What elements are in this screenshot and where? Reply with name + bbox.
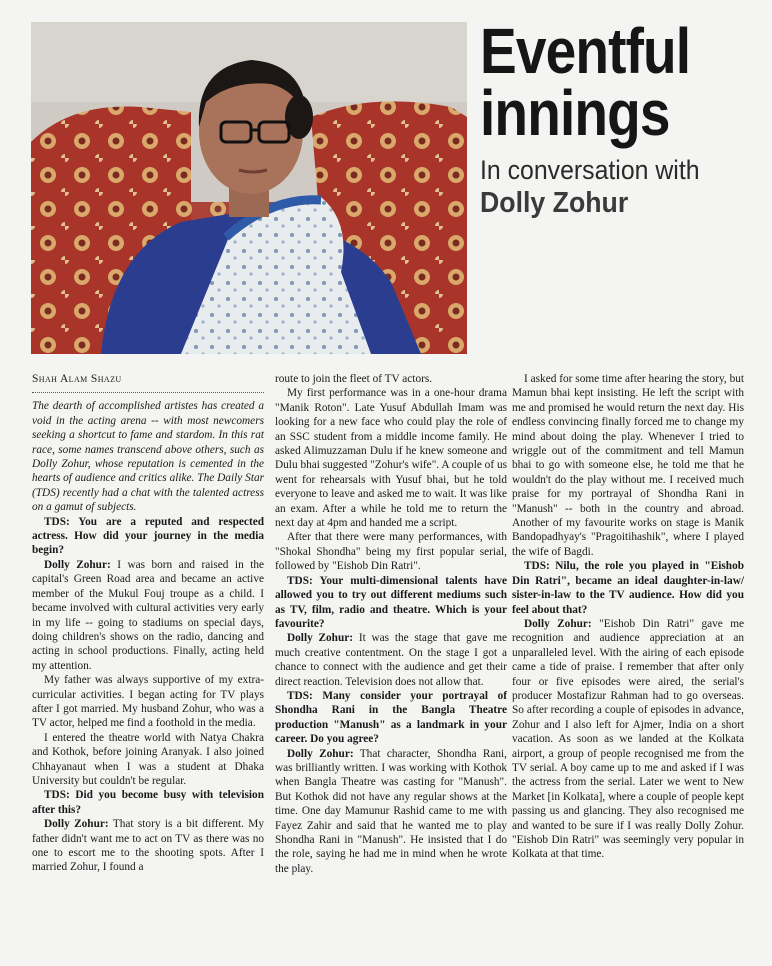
question-text: Did you become busy with television after this? [32, 789, 264, 816]
answer-text: That character, Shondha Rani, was brilliantly written. I was working with Kothok when Bangla Theatre was casting for "Manush". But Kothok did not have any regular shows at the time. One day Mamunur Rashid came to me with Fayez Zahir and said that he wanted me to play Shondha Rani in "Manush". He insisted that I do the role, saying he had me in mind when he wrote the play. [275, 747, 507, 875]
byline-divider [32, 392, 264, 393]
speaker-label: Dolly Zohur: [44, 818, 109, 831]
headline-block [480, 15, 765, 220]
body-paragraph: My first performance was in a one-hour drama "Manik Roton". Late Yusuf Abdullah Imam was looking for a new face who could play the role of an SSC student from a middle income family. He asked Alimuzzaman Dulu if he knew someone and Dulu bhai suggested "Zohur's wife". A couple of us went for rehearsals with Yusuf bhai, but he told everyone to leave and asked me to wait. It was like an exam. After a while he told me to return the next day at 4pm and handed me a script. [275, 387, 507, 530]
question-text: Your multi-dimensional talents have allowed you to try out different mediums such as TV, film, radio and theatre. Which is your favourite? [275, 574, 507, 630]
speaker-label: Dolly Zohur: [44, 558, 111, 571]
speaker-label: TDS: [524, 560, 550, 573]
body-paragraph: My father was always supportive of my extra-curricular activities. I began acting for TV plays after I got married. My husband Zohur, who was a TV actor, helped me find a foothold in the media. [32, 674, 264, 730]
question-paragraph [275, 574, 507, 632]
portrait-illustration [31, 22, 467, 354]
headline-title: Eventful innings [480, 15, 691, 149]
answer-paragraph [512, 617, 744, 862]
question-text: Nilu, the role you played in "Eishob Din Ratri", became an ideal daughter-in-law/ sister-in-law to the TV audience. How did you feel about that? [512, 560, 744, 616]
question-text: You are a reputed and respected actress. How did your journey in the media begin? [32, 515, 264, 557]
speaker-label: TDS: [44, 515, 70, 528]
portrait-photo [31, 22, 467, 354]
body-paragraph: After that there were many performances, with "Shokal Shondha" being my first popular serial, followed by "Eishob Din Ratri". [275, 531, 507, 573]
intro-paragraph: The dearth of accomplished artistes has created a void in the acting arena -- with most newcomers seeking a shortcut to fame and stardom. In this rat race, some names transcend above others, such as Dolly Zohur, whose reputation is cemented in the hearts of audience and critics alike. The Daily Star (TDS) recently had a chat with the talented actress on a gamut of subjects. [32, 400, 264, 514]
speaker-label: Dolly Zohur: [287, 632, 354, 645]
article-column-3 [512, 372, 744, 862]
headline-subtitle: In conversation with [480, 155, 700, 185]
body-paragraph: I asked for some time after hearing the story, but Mamun bhai kept insisting. He left the script with me and promised he would return the next day. His endless convincing finally forced me to change my mind about doing the play. Whenever I tried to wriggle out of the commitment and tell Mamun bhai to go with someone else, he told me that he wouldn't do the play without me. I received much praise for my portrayal of Shondha Rani in "Manush" -- both in the country and abroad. Another of my favourite works on stage is Manik Bandopadhyay's "Pragoitihashik", where I played the wife of Bagdi. [512, 373, 744, 558]
question-paragraph [32, 788, 264, 817]
answer-text: That story is a bit different. My father didn't want me to act on TV as there was no one to escort me to the shooting spots. After I married Zohur, I found a [32, 818, 264, 874]
answer-text: I was born and raised in the capital's Green Road area and became an active member of the Mukul Fouj troupe as a child. I became involved with cultural activities very early in my life -- going to stadiums on special days, doing children's shows on the radio, dancing and acting in school productions. Finally, acting held my attention. [32, 558, 264, 672]
speaker-label: TDS: [287, 689, 313, 702]
question-paragraph [512, 559, 744, 617]
question-text: Many consider your portrayal of Shondha Rani in the Bangla Theatre production "Manush" as a landmark in your career. Do you agree? [275, 689, 507, 746]
body-paragraph: I entered the theatre world with Natya Chakra and Kothok, before joining Aranyak. I also joined Chhayanaut when I was a student at Dhaka University but couldn't be regular. [32, 731, 264, 787]
question-paragraph [32, 515, 264, 558]
answer-paragraph [32, 817, 264, 875]
article-column-1 [32, 372, 264, 875]
answer-paragraph [275, 631, 507, 689]
speaker-label: Dolly Zohur: [287, 747, 354, 760]
speaker-label: Dolly Zohur: [524, 617, 592, 630]
article-column-2 [275, 372, 507, 876]
answer-paragraph [32, 558, 264, 673]
answer-paragraph [275, 747, 507, 877]
speaker-label: TDS: [44, 789, 70, 802]
interviewee-name: Dolly Zohur [480, 187, 629, 219]
question-paragraph [275, 689, 507, 747]
answer-text: It was the stage that gave me much creative contentment. On the stage I got a chance to connect with the audience and get their direct reaction. Television does not allow that. [275, 632, 507, 688]
speaker-label: TDS: [287, 574, 313, 587]
byline: Shah Alam Shazu [32, 373, 122, 385]
body-paragraph: route to join the fleet of TV actors. [275, 373, 433, 385]
answer-text: "Eishob Din Ratri" gave me recognition and audience appreciation at an unparalleled level. With the airing of each episode came a tide of praise. I remember that after only four or five episodes were aired, the serial's producer Mostafizur Rahman had to go overseas. So after recording a couple of episodes in advance, Zohur and I also left for Ajmer, India on a short vacation. As soon as we landed at the Kolkata airport, a group of people recognised me from the TV serial. A boy came up to me and asked if I was the actress from the serial. Later we went to New Market [in Kolkata], where a couple of people kept passing us and glancing. They also recognised me and wanted to be sure if I was really Dolly Zohur. "Eishob Din Ratri" was seemingly very popular in Kolkata at that time. [512, 617, 744, 861]
